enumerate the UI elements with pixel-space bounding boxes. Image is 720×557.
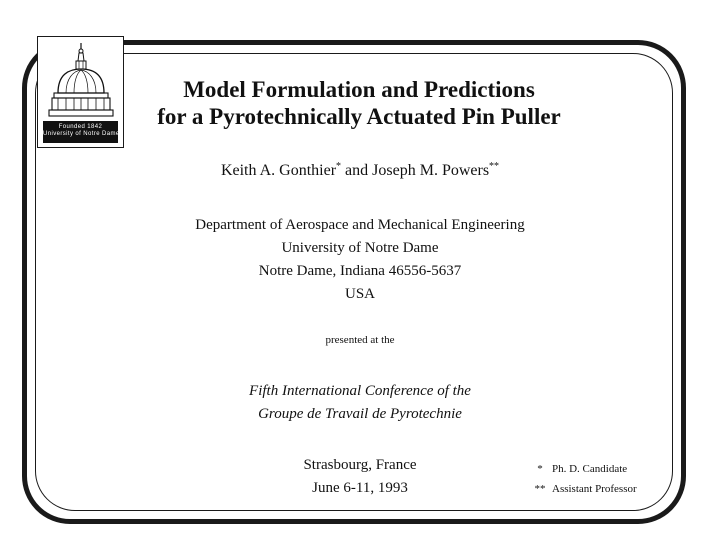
university-logo: [37, 36, 124, 148]
venue-block: [250, 454, 470, 500]
footnotes: [532, 459, 637, 499]
author-2-name: Joseph M. Powers: [372, 162, 490, 179]
golden-dome-icon: [44, 41, 118, 119]
author-2-footnote-mark: **: [489, 161, 500, 172]
footnote-mark: *: [537, 463, 543, 475]
conference-line-2: Groupe de Travail de Pyrotechnie: [258, 406, 462, 422]
footnote-mark: **: [534, 483, 546, 495]
author-1-footnote-mark: *: [336, 161, 342, 172]
affiliation-country: USA: [344, 286, 375, 302]
footnote-item: [532, 459, 637, 479]
authors-conjunction: and: [341, 162, 373, 179]
venue-location: Strasbourg, France: [303, 457, 417, 473]
conference-line-1: Fifth International Conference of the: [249, 383, 471, 399]
title-line-1: Model Formulation and Predictions: [183, 77, 535, 102]
affiliation-department: Department of Aerospace and Mechanical Engineering: [195, 217, 525, 233]
affiliation-university: University of Notre Dame: [281, 240, 439, 256]
seal-band: [43, 121, 118, 143]
footnote-text: Ph. D. Candidate: [552, 463, 628, 475]
page-title: [124, 76, 594, 130]
footnote-text: Assistant Professor: [552, 483, 637, 495]
seal-founded-text: Founded 1842: [58, 124, 103, 130]
presented-at-text: presented at the: [325, 334, 395, 346]
author-1-name: Keith A. Gonthier: [220, 162, 337, 179]
seal-university-text: University of Notre Dame: [43, 131, 120, 137]
footnote-item: [532, 479, 637, 499]
authors-line: [120, 162, 600, 180]
affiliation-city: Notre Dame, Indiana 46556-5637: [258, 263, 462, 279]
venue-dates: June 6-11, 1993: [312, 480, 408, 496]
title-line-2: for a Pyrotechnically Actuated Pin Puller: [157, 104, 561, 129]
conference-block: [120, 380, 600, 426]
affiliation-block: [120, 214, 600, 306]
